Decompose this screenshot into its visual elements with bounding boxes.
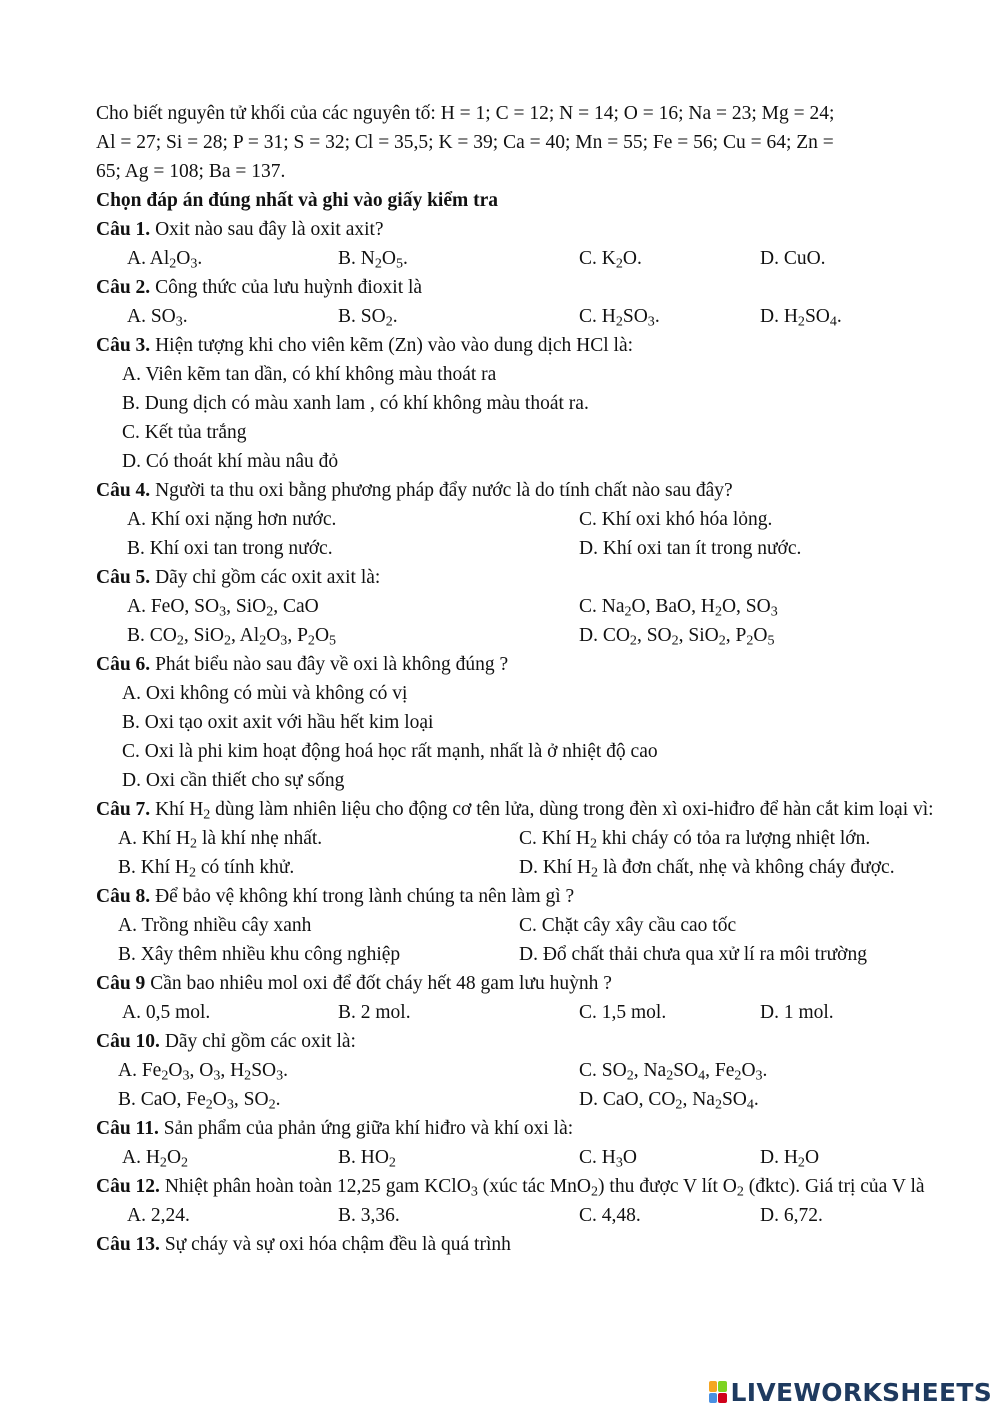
question-7-options [96, 853, 946, 882]
question-13: Câu 13. Sự cháy và sự oxi hóa chậm đều là quá trình [96, 1234, 511, 1255]
option-b[interactable]: B. $N_2O_5$. [338, 248, 408, 272]
question-11: Câu 11. Sản phẩm của phản ứng giữa khí hiđro và khí oxi là: [96, 1118, 574, 1139]
option-b[interactable]: B. Oxi tạo oxit axit với hầu hết kim loại [122, 712, 434, 733]
question-9-options [96, 998, 946, 1027]
question-8: Câu 8. Để bảo vệ không khí trong lành chúng ta nên làm gì ? [96, 886, 575, 907]
option-c[interactable]: C. 4,48. [579, 1205, 641, 1226]
question-2: Câu 2. Công thức của lưu huỳnh đioxit là [96, 277, 423, 298]
question-7: Câu 7. Khí $H_2$ dùng làm nhiên liệu cho động cơ tên lửa, dùng trong đèn xì oxi-hiđro để hàn cắt kim loại vì: [96, 799, 934, 823]
option-b[interactable]: B. 2 mol. [338, 1002, 411, 1023]
option-d[interactable]: D. Oxi cần thiết cho sự sống [122, 770, 345, 791]
question-11-options [96, 1143, 946, 1172]
option-b[interactable]: B. $CO_2$, SiO$_2$, $Al_2O_3$, $P_2O_5$ [127, 625, 337, 649]
option-c[interactable]: C. Khí $H_2$ khi cháy có tỏa ra lượng nhiệt lớn. [519, 828, 871, 852]
option-d[interactable]: D. Đổ chất thải chưa qua xử lí ra môi trường [519, 944, 867, 965]
option-c[interactable]: C. 1,5 mol. [579, 1002, 667, 1023]
question-4-options [96, 534, 946, 563]
option-b[interactable]: B. $SO_2$. [338, 306, 398, 330]
option-a[interactable]: A. Viên kẽm tan dần, có khí không màu thoát ra [122, 364, 497, 385]
option-d[interactable]: D. Khí $H_2$ là đơn chất, nhẹ và không cháy được. [519, 857, 895, 881]
question-10-options [96, 1085, 946, 1114]
question-8-options [96, 911, 946, 940]
option-b[interactable]: B. Khí oxi tan trong nước. [127, 538, 333, 559]
question-12-options [96, 1201, 946, 1230]
question-6: Câu 6. Phát biểu nào sau đây về oxi là không đúng ? [96, 654, 509, 675]
option-c[interactable]: C. Khí oxi khó hóa lỏng. [579, 509, 773, 530]
atomic-mass-line: Cho biết nguyên tử khối của các nguyên tố: H = 1; C = 12; N = 14; O = 16; Na = 23; Mg = 24; [96, 103, 835, 124]
option-d[interactable]: D. CuO. [760, 248, 826, 269]
option-a[interactable]: A. FeO, $SO_3$, SiO$_2$, CaO [127, 596, 319, 620]
option-c[interactable]: C. Chặt cây xây cầu cao tốc [519, 915, 737, 936]
option-a[interactable]: A. $Fe_2O_3$, $O_3$, $H_2SO_3$. [118, 1060, 289, 1084]
question-4: Câu 4. Người ta thu oxi bằng phương pháp đẩy nước là do tính chất nào sau đây? [96, 480, 733, 501]
option-c[interactable]: C. Kết tủa trắng [122, 422, 247, 443]
option-a[interactable]: A. $Al_2O_3$. [127, 248, 203, 272]
question-4-options [96, 505, 946, 534]
option-d[interactable]: D. $H_2O$ [760, 1147, 820, 1171]
option-c[interactable]: C. $H_2SO_3$. [579, 306, 660, 330]
question-5-options [96, 592, 946, 621]
liveworksheets-logo-icon [709, 1381, 727, 1403]
option-d[interactable]: D. Có thoát khí màu nâu đỏ [122, 451, 339, 472]
question-7-options [96, 824, 946, 853]
question-5-options [96, 621, 946, 650]
option-d[interactable]: D. 6,72. [760, 1205, 823, 1226]
option-d[interactable]: D. $H_2SO_4$. [760, 306, 842, 330]
option-b[interactable]: B. CaO, $Fe_2O_3$, $SO_2$. [118, 1089, 281, 1113]
option-a[interactable]: A. Khí $H_2$ là khí nhẹ nhất. [118, 828, 323, 852]
option-c[interactable]: C. Oxi là phi kim hoạt động hoá học rất mạnh, nhất là ở nhiệt độ cao [122, 741, 658, 762]
liveworksheets-logo [709, 1377, 992, 1407]
option-c[interactable]: C. $SO_2$, $Na_2SO_4$, $Fe_2O_3$. [579, 1060, 768, 1084]
brand-name: LIVEWORKSHEETS [730, 1377, 992, 1407]
option-b[interactable]: B. $HO_2$ [338, 1147, 396, 1171]
option-c[interactable]: C. $H_3O$ [579, 1147, 637, 1171]
atomic-mass-line: 65; Ag = 108; Ba = 137. [96, 161, 286, 182]
question-5: Câu 5. Dãy chỉ gồm các oxit axit là: [96, 567, 381, 588]
option-d[interactable]: D. $CO_2$, $SO_2$, SiO$_2$, $P_2O_5$ [579, 625, 775, 649]
question-1-options [96, 244, 946, 273]
option-b[interactable]: B. Khí $H_2$ có tính khử. [118, 857, 295, 881]
option-a[interactable]: A. Trồng nhiều cây xanh [118, 915, 312, 936]
question-3: Câu 3. Hiện tượng khi cho viên kẽm (Zn) vào vào dung dịch HCl là: [96, 335, 634, 356]
option-a[interactable]: A. Oxi không có mùi và không có vị [122, 683, 408, 704]
question-10-options [96, 1056, 946, 1085]
question-10: Câu 10. Dãy chỉ gồm các oxit là: [96, 1031, 356, 1052]
option-a[interactable]: A. 2,24. [127, 1205, 190, 1226]
option-a[interactable]: A. Khí oxi nặng hơn nước. [127, 509, 337, 530]
option-d[interactable]: D. 1 mol. [760, 1002, 834, 1023]
option-b[interactable]: B. 3,36. [338, 1205, 400, 1226]
instruction-heading: Chọn đáp án đúng nhất và ghi vào giấy kiểm tra [96, 190, 499, 211]
option-c[interactable]: C. $K_2O$. [579, 248, 642, 272]
atomic-mass-line: Al = 27; Si = 28; P = 31; S = 32; Cl = 35,5; K = 39; Ca = 40; Mn = 55; Fe = 56; Cu = 64; Zn = [96, 132, 834, 153]
option-d[interactable]: D. CaO, $CO_2$, $Na_2SO_4$. [579, 1089, 759, 1113]
option-d[interactable]: D. Khí oxi tan ít trong nước. [579, 538, 802, 559]
option-b[interactable]: B. Xây thêm nhiều khu công nghiệp [118, 944, 401, 965]
question-9: Câu 9 Cần bao nhiêu mol oxi để đốt cháy hết 48 gam lưu huỳnh ? [96, 973, 612, 994]
question-8-options [96, 940, 946, 969]
option-a[interactable]: A. $SO_3$. [127, 306, 188, 330]
question-12: Câu 12. Nhiệt phân hoàn toàn 12,25 gam KClO$_3$ (xúc tác MnO$_2$) thu được V lít $O_2$ (đktc). Giá trị của V là [96, 1176, 925, 1200]
worksheet-page [96, 99, 946, 1259]
question-1: Câu 1. Oxit nào sau đây là oxit axit? [96, 219, 384, 240]
question-2-options [96, 302, 946, 331]
option-c[interactable]: C. $Na_2O$, BaO, $H_2O$, $SO_3$ [579, 596, 778, 620]
option-a[interactable]: A. 0,5 mol. [122, 1002, 211, 1023]
option-a[interactable]: A. $H_2O_2$ [122, 1147, 189, 1171]
option-b[interactable]: B. Dung dịch có màu xanh lam , có khí không màu thoát ra. [122, 393, 589, 414]
